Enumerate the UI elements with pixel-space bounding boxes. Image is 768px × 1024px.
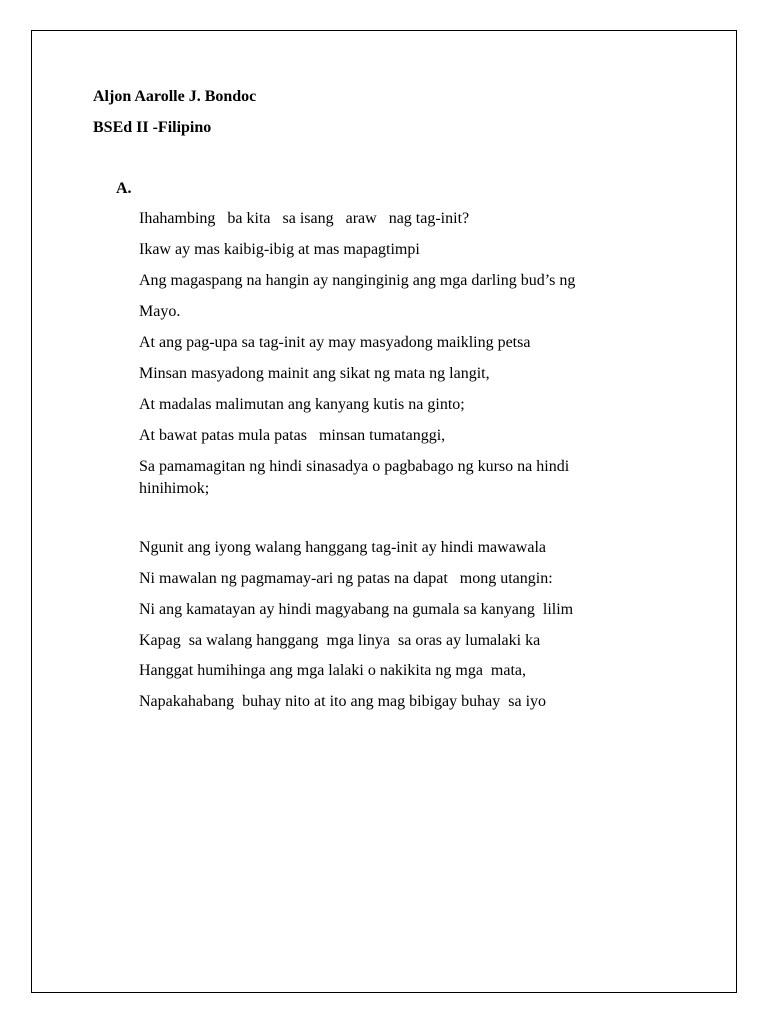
poem-line: Mayo. (139, 303, 181, 320)
poem-line: Ikaw ay mas kaibig-ibig at mas mapagtimpi (139, 241, 420, 258)
poem-line: Kapag sa walang hanggang mga linya sa oras ay lumalaki ka (139, 632, 541, 649)
poem-line: Ang magaspang na hangin ay nanginginig ang mga darling bud’s ng (139, 272, 576, 289)
poem-line: At bawat patas mula patas minsan tumatanggi, (139, 427, 446, 444)
poem-line: Minsan masyadong mainit ang sikat ng mata ng langit, (139, 365, 490, 382)
poem-line: Hanggat humihinga ang mga lalaki o nakikita ng mga mata, (139, 662, 527, 679)
poem-line: Ihahambing ba kita sa isang araw nag tag-init? (139, 210, 470, 227)
page-border (31, 30, 737, 993)
poem-line: Napakahabang buhay nito at ito ang mag bibigay buhay sa iyo (139, 693, 547, 710)
section-label: A. (116, 180, 132, 197)
poem-line: Ni mawalan ng pagmamay-ari ng patas na dapat mong utangin: (139, 570, 553, 587)
poem-line: Sa pamamagitan ng hindi sinasadya o pagbabago ng kurso na hindi (139, 458, 570, 475)
poem-line: At madalas malimutan ang kanyang kutis na ginto; (139, 396, 465, 413)
author-name: Aljon Aarolle J. Bondoc (93, 88, 257, 105)
poem-line: At ang pag-upa sa tag-init ay may masyadong maikling petsa (139, 334, 531, 351)
poem-line: hinihimok; (139, 480, 210, 497)
poem-line: Ngunit ang iyong walang hanggang tag-init ay hindi mawawala (139, 539, 547, 556)
poem-line: Ni ang kamatayan ay hindi magyabang na gumala sa kanyang lilim (139, 601, 574, 618)
course-label: BSEd II -Filipino (93, 119, 212, 136)
